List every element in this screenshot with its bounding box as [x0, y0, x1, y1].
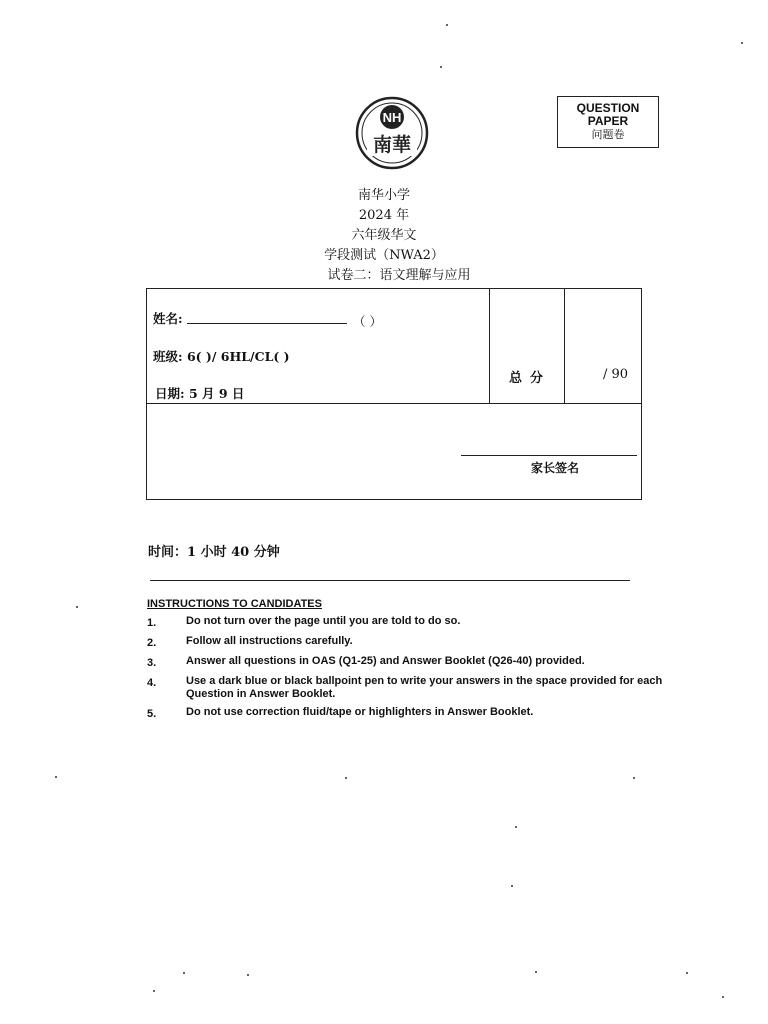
scan-speck: [247, 974, 249, 976]
paper-title: 试卷二：语文理解与应用: [327, 268, 471, 283]
instruction-item: [147, 635, 687, 650]
parent-signature-field[interactable]: [461, 455, 637, 456]
name-label: 姓名:: [153, 311, 183, 326]
scan-speck: [440, 66, 442, 68]
instruction-item: [147, 706, 687, 721]
school-logo: [355, 96, 429, 170]
instruction-item: [147, 675, 687, 701]
instruction-item: [147, 655, 687, 670]
instruction-number: 4.: [147, 677, 157, 689]
scan-speck: [741, 42, 743, 44]
school-name: 南华小学: [357, 188, 410, 203]
scan-speck: [183, 972, 185, 974]
duration: 时间：1 小时 40 分钟: [148, 545, 280, 560]
total-label: 总分: [509, 371, 552, 386]
year: 2024 年: [358, 208, 410, 223]
scan-speck: [686, 972, 688, 974]
class-field: 班级: 6( )/ 6HL/CL( ): [153, 349, 290, 364]
table-divider: [489, 289, 490, 404]
instruction-number: 1.: [147, 617, 157, 629]
table-divider: [564, 289, 565, 404]
question-paper-box: [557, 96, 659, 148]
scan-speck: [535, 971, 537, 973]
logo-bottom-text: 南華: [372, 134, 412, 156]
table-divider: [147, 403, 641, 404]
header: [284, 186, 484, 286]
assessment: 学段测试（NWA2）: [324, 248, 444, 263]
scan-speck: [633, 777, 635, 779]
question-paper-line3: 问题卷: [591, 128, 625, 141]
date-label: 日期: 5 月 9 日: [155, 386, 245, 401]
scan-speck: [153, 990, 155, 992]
instruction-number: 5.: [147, 708, 157, 720]
instruction-text: Do not turn over the page until you are told to do so.: [186, 615, 461, 627]
instruction-text: Follow all instructions carefully.: [186, 635, 353, 647]
parent-signature-label: 家长签名: [531, 461, 580, 475]
student-info-table: [146, 288, 642, 500]
scan-speck: [722, 996, 724, 998]
instruction-number: 3.: [147, 657, 157, 669]
instruction-number: 2.: [147, 637, 157, 649]
subject: 六年级华文: [351, 228, 417, 243]
scan-speck: [446, 24, 448, 26]
total-score: / 90: [603, 367, 629, 382]
scan-speck: [511, 885, 513, 887]
divider-rule: [150, 580, 630, 581]
scan-speck: [76, 606, 78, 608]
instruction-text: Answer all questions in OAS (Q1-25) and Answer Booklet (Q26-40) provided.: [186, 655, 585, 667]
question-paper-line1: QUESTION: [576, 101, 640, 115]
scan-speck: [345, 777, 347, 779]
name-paren: （ ）: [353, 314, 382, 329]
name-field[interactable]: [187, 323, 347, 324]
instruction-text: Do not use correction fluid/tape or highlighters in Answer Booklet.: [186, 706, 534, 718]
instruction-item: [147, 615, 687, 630]
question-paper-line2: PAPER: [587, 114, 629, 128]
scan-speck: [55, 776, 57, 778]
scan-speck: [515, 826, 517, 828]
instructions: [147, 598, 687, 726]
logo-top-text: NH: [382, 110, 402, 125]
instruction-text: Use a dark blue or black ballpoint pen to write your answers in the space provided for each Question in Answer Booklet.: [186, 675, 663, 700]
instructions-title: INSTRUCTIONS TO CANDIDATES: [147, 598, 322, 610]
